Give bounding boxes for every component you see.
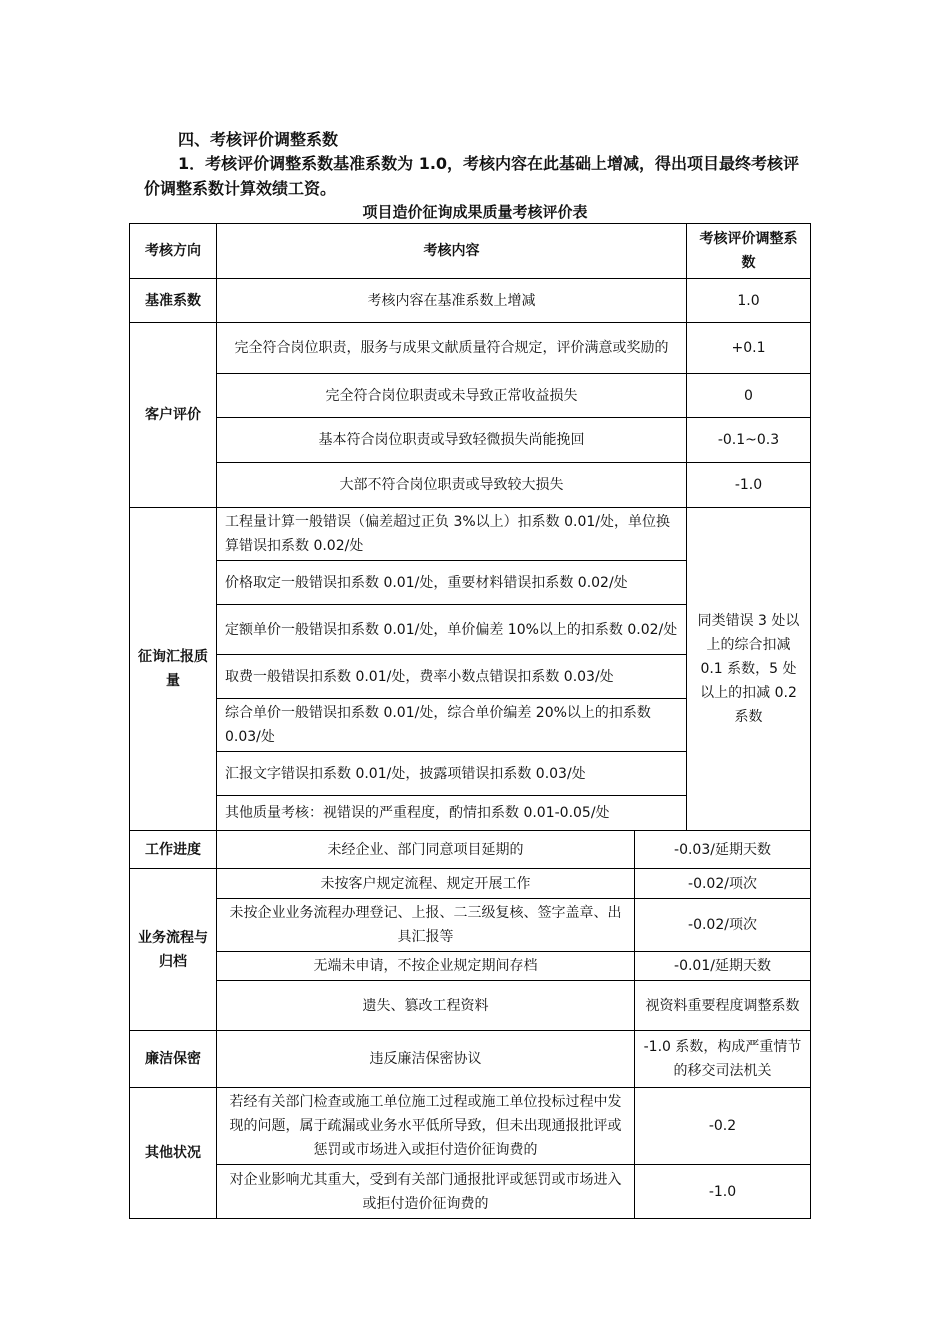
direction-workflow: 业务流程与归档 [130, 869, 217, 1031]
content-cell: 未经企业、部门同意项目延期的 [217, 831, 635, 869]
table-row [130, 1165, 811, 1219]
direction-progress: 工作进度 [130, 831, 217, 869]
table-title: 项目造价征询成果质量考核评价表 [362, 203, 588, 221]
table-row [130, 1088, 811, 1165]
content-cell: 工程量计算一般错误（偏差超过正负 3%以上）扣系数 0.01/处，单位换算错误扣系数 0.02/处 [217, 508, 687, 561]
direction-base: 基准系数 [130, 279, 217, 323]
direction-client: 客户评价 [130, 323, 217, 508]
table-row [130, 374, 811, 418]
table-row [130, 1031, 811, 1088]
content-cell: 完全符合岗位职责，服务与成果文献质量符合规定，评价满意或奖励的 [217, 323, 687, 374]
table-row [130, 508, 811, 561]
content-cell: 汇报文字错误扣系数 0.01/处，披露项错误扣系数 0.03/处 [217, 752, 687, 796]
direction-integrity: 廉洁保密 [130, 1031, 217, 1088]
value-cell: -0.01/延期天数 [635, 952, 811, 981]
header-direction: 考核方向 [130, 224, 217, 279]
table-row [130, 981, 811, 1031]
value-cell: -0.02/项次 [635, 899, 811, 952]
table-row [130, 952, 811, 981]
value-cell: -1.0 [635, 1165, 811, 1219]
content-cell: 完全符合岗位职责或未导致正常收益损失 [217, 374, 687, 418]
value-cell: 1.0 [687, 279, 811, 323]
content-cell: 价格取定一般错误扣系数 0.01/处，重要材料错误扣系数 0.02/处 [217, 561, 687, 605]
content-cell: 考核内容在基准系数上增减 [217, 279, 687, 323]
content-cell: 取费一般错误扣系数 0.01/处，费率小数点错误扣系数 0.03/处 [217, 655, 687, 699]
value-cell: -0.03/延期天数 [635, 831, 811, 869]
evaluation-table [129, 223, 811, 1219]
table-row [130, 463, 811, 508]
direction-report: 征询汇报质量 [130, 508, 217, 831]
table-row [130, 869, 811, 899]
header-content: 考核内容 [217, 224, 687, 279]
value-cell: -0.1~0.3 [687, 418, 811, 463]
content-cell: 基本符合岗位职责或导致轻微损失尚能挽回 [217, 418, 687, 463]
header-coefficient: 考核评价调整系数 [687, 224, 811, 279]
content-cell: 定额单价一般错误扣系数 0.01/处，单价偏差 10%以上的扣系数 0.02/处 [217, 605, 687, 655]
table-row [130, 899, 811, 952]
value-cell: -1.0 系数，构成严重情节的移交司法机关 [635, 1031, 811, 1088]
content-cell: 未按客户规定流程、规定开展工作 [217, 869, 635, 899]
value-cell: 同类错误 3 处以上的综合扣减 0.1 系数，5 处以上的扣减 0.2 系数 [687, 508, 811, 831]
table-header-row [130, 224, 811, 279]
value-cell: 视资料重要程度调整系数 [635, 981, 811, 1031]
value-cell: -0.02/项次 [635, 869, 811, 899]
content-cell: 对企业影响尤其重大，受到有关部门通报批评或惩罚或市场进入或拒付造价征询费的 [217, 1165, 635, 1219]
section-heading: 四、考核评价调整系数 [178, 130, 339, 149]
value-cell: -0.2 [635, 1088, 811, 1165]
content-cell: 违反廉洁保密协议 [217, 1031, 635, 1088]
value-cell: 0 [687, 374, 811, 418]
table-row [130, 831, 811, 869]
direction-other: 其他状况 [130, 1088, 217, 1219]
table-row [130, 418, 811, 463]
intro-paragraph: 1．考核评价调整系数基准系数为 1.0，考核内容在此基础上增减，得出项目最终考核评价调整系数计算效绩工资。 [144, 154, 800, 198]
content-cell: 若经有关部门检查或施工单位施工过程或施工单位投标过程中发现的问题，属于疏漏或业务水平低所导致，但未出现通报批评或惩罚或市场进入或拒付造价征询费的 [217, 1088, 635, 1165]
content-cell: 其他质量考核：视错误的严重程度，酌情扣系数 0.01-0.05/处 [217, 796, 687, 831]
content-cell: 遗失、篡改工程资料 [217, 981, 635, 1031]
content-cell: 综合单价一般错误扣系数 0.01/处，综合单价编差 20%以上的扣系数 0.03/处 [217, 699, 687, 752]
content-cell: 无端未申请，不按企业规定期间存档 [217, 952, 635, 981]
content-cell: 未按企业业务流程办理登记、上报、二三级复核、签字盖章、出具汇报等 [217, 899, 635, 952]
value-cell: +0.1 [687, 323, 811, 374]
content-cell: 大部不符合岗位职责或导致较大损失 [217, 463, 687, 508]
value-cell: -1.0 [687, 463, 811, 508]
table-row [130, 279, 811, 323]
table-row [130, 323, 811, 374]
